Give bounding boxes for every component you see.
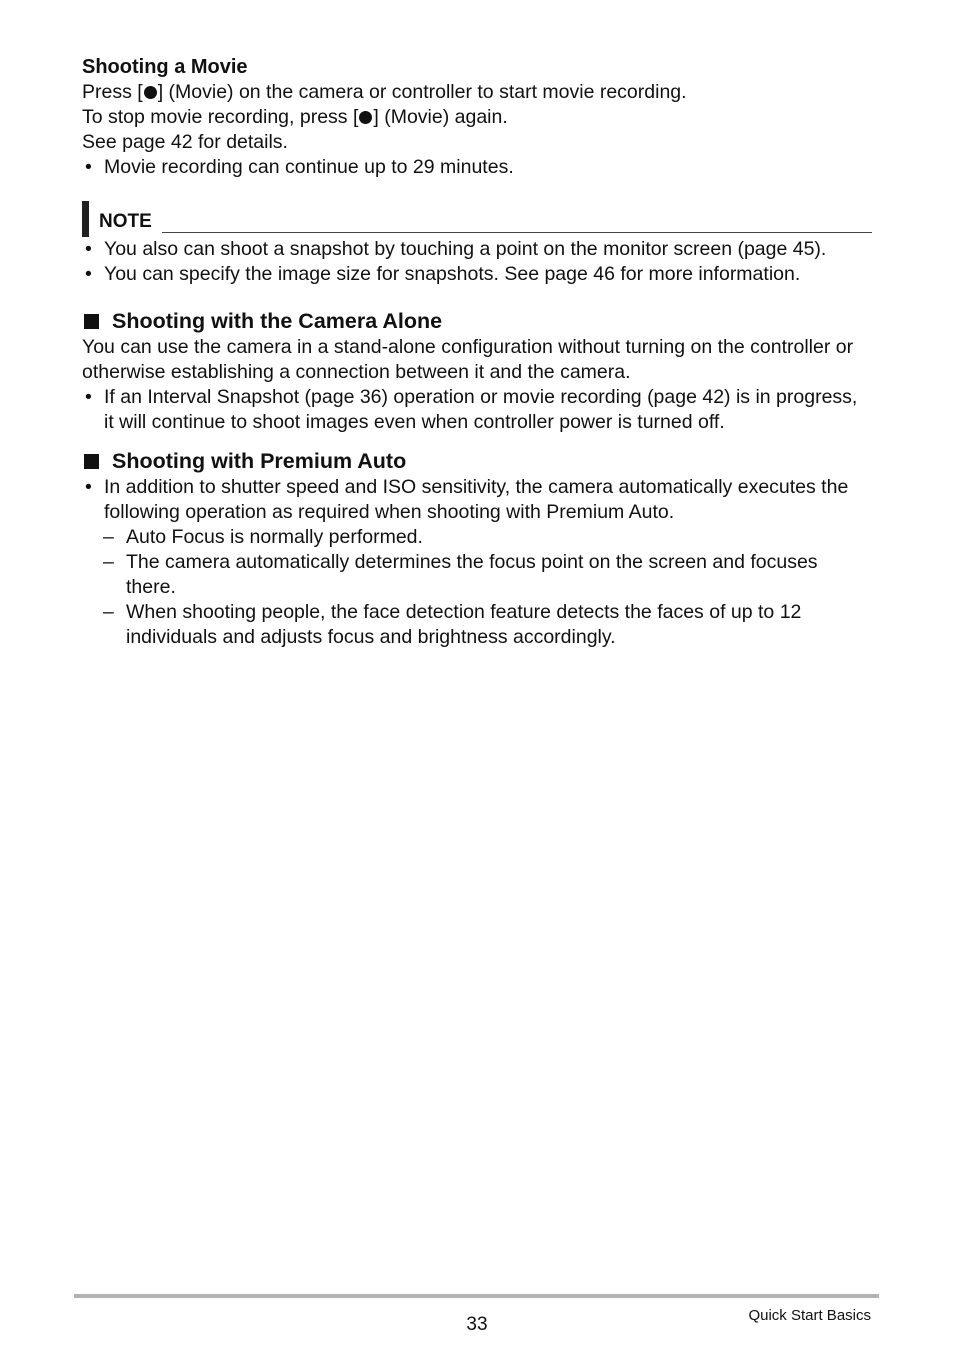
camera-alone-body: You can use the camera in a stand-alone configuration without turning on the controller or otherwise establishing a connection between it and the camera. — [82, 336, 854, 383]
bullet-icon: • — [85, 238, 92, 260]
square-bullet-icon — [84, 314, 99, 329]
list-item — [82, 525, 872, 550]
list-item-text: In addition to shutter speed and ISO sensitivity, the camera automatically executes the following operation as required when shooting with Premium Auto. — [104, 476, 849, 523]
camera-alone-heading — [82, 307, 872, 335]
list-item-text: When shooting people, the face detection feature detects the faces of up to 12 individuals and adjusts focus and brightness accordingly. — [126, 601, 802, 648]
footer-divider — [74, 1294, 879, 1298]
note-bar-icon — [82, 201, 89, 237]
list-item — [82, 475, 872, 525]
camera-alone-bullet-list — [82, 385, 872, 435]
premium-auto-heading — [82, 447, 872, 475]
bullet-icon: • — [85, 156, 92, 178]
bullet-icon: • — [85, 263, 92, 285]
bullet-icon: • — [85, 386, 92, 408]
page-number: 33 — [466, 1314, 488, 1335]
camera-alone-heading-text: Shooting with the Camera Alone — [112, 309, 443, 333]
movie-stop-text-a: To stop movie recording, press [ — [82, 106, 359, 128]
page-content — [82, 54, 872, 650]
list-item-text: The camera automatically determines the focus point on the screen and focuses there. — [126, 551, 818, 598]
list-item — [82, 385, 872, 435]
dash-icon: – — [103, 601, 114, 623]
list-item — [82, 155, 872, 180]
footer-section-name: Quick Start Basics — [748, 1307, 871, 1324]
bullet-icon: • — [85, 476, 92, 498]
note-bullet-list — [82, 237, 872, 287]
movie-see-page-text: See page 42 for details. — [82, 131, 288, 153]
note-header — [82, 201, 872, 237]
list-item — [82, 262, 872, 287]
movie-stop-text — [82, 105, 872, 130]
movie-start-text — [82, 80, 872, 105]
list-item — [82, 550, 872, 600]
list-item-text: You also can shoot a snapshot by touching a point on the monitor screen (page 45). — [104, 238, 827, 260]
list-item-text: You can specify the image size for snapshots. See page 46 for more information. — [104, 263, 801, 285]
premium-auto-dash-list — [82, 525, 872, 650]
shooting-movie-heading: Shooting a Movie — [82, 56, 248, 78]
list-item-text: If an Interval Snapshot (page 36) operation or movie recording (page 42) is in progress, it will continue to shoot images even when controller power is turned off. — [104, 386, 858, 433]
movie-record-icon — [144, 86, 157, 99]
movie-record-icon — [359, 111, 372, 124]
dash-icon: – — [103, 551, 114, 573]
movie-start-text-a: Press [ — [82, 81, 143, 103]
movie-stop-text-b: ] (Movie) again. — [373, 106, 508, 128]
note-divider — [162, 232, 872, 233]
list-item-text: Movie recording can continue up to 29 minutes. — [104, 156, 514, 178]
list-item — [82, 237, 872, 262]
dash-icon: – — [103, 526, 114, 548]
note-label: NOTE — [99, 211, 152, 232]
movie-start-text-b: ] (Movie) on the camera or controller to start movie recording. — [157, 81, 687, 103]
square-bullet-icon — [84, 454, 99, 469]
list-item — [82, 600, 872, 650]
movie-bullet-list — [82, 155, 872, 180]
list-item-text: Auto Focus is normally performed. — [126, 526, 423, 548]
premium-auto-bullet-list — [82, 475, 872, 525]
premium-auto-heading-text: Shooting with Premium Auto — [112, 449, 407, 473]
